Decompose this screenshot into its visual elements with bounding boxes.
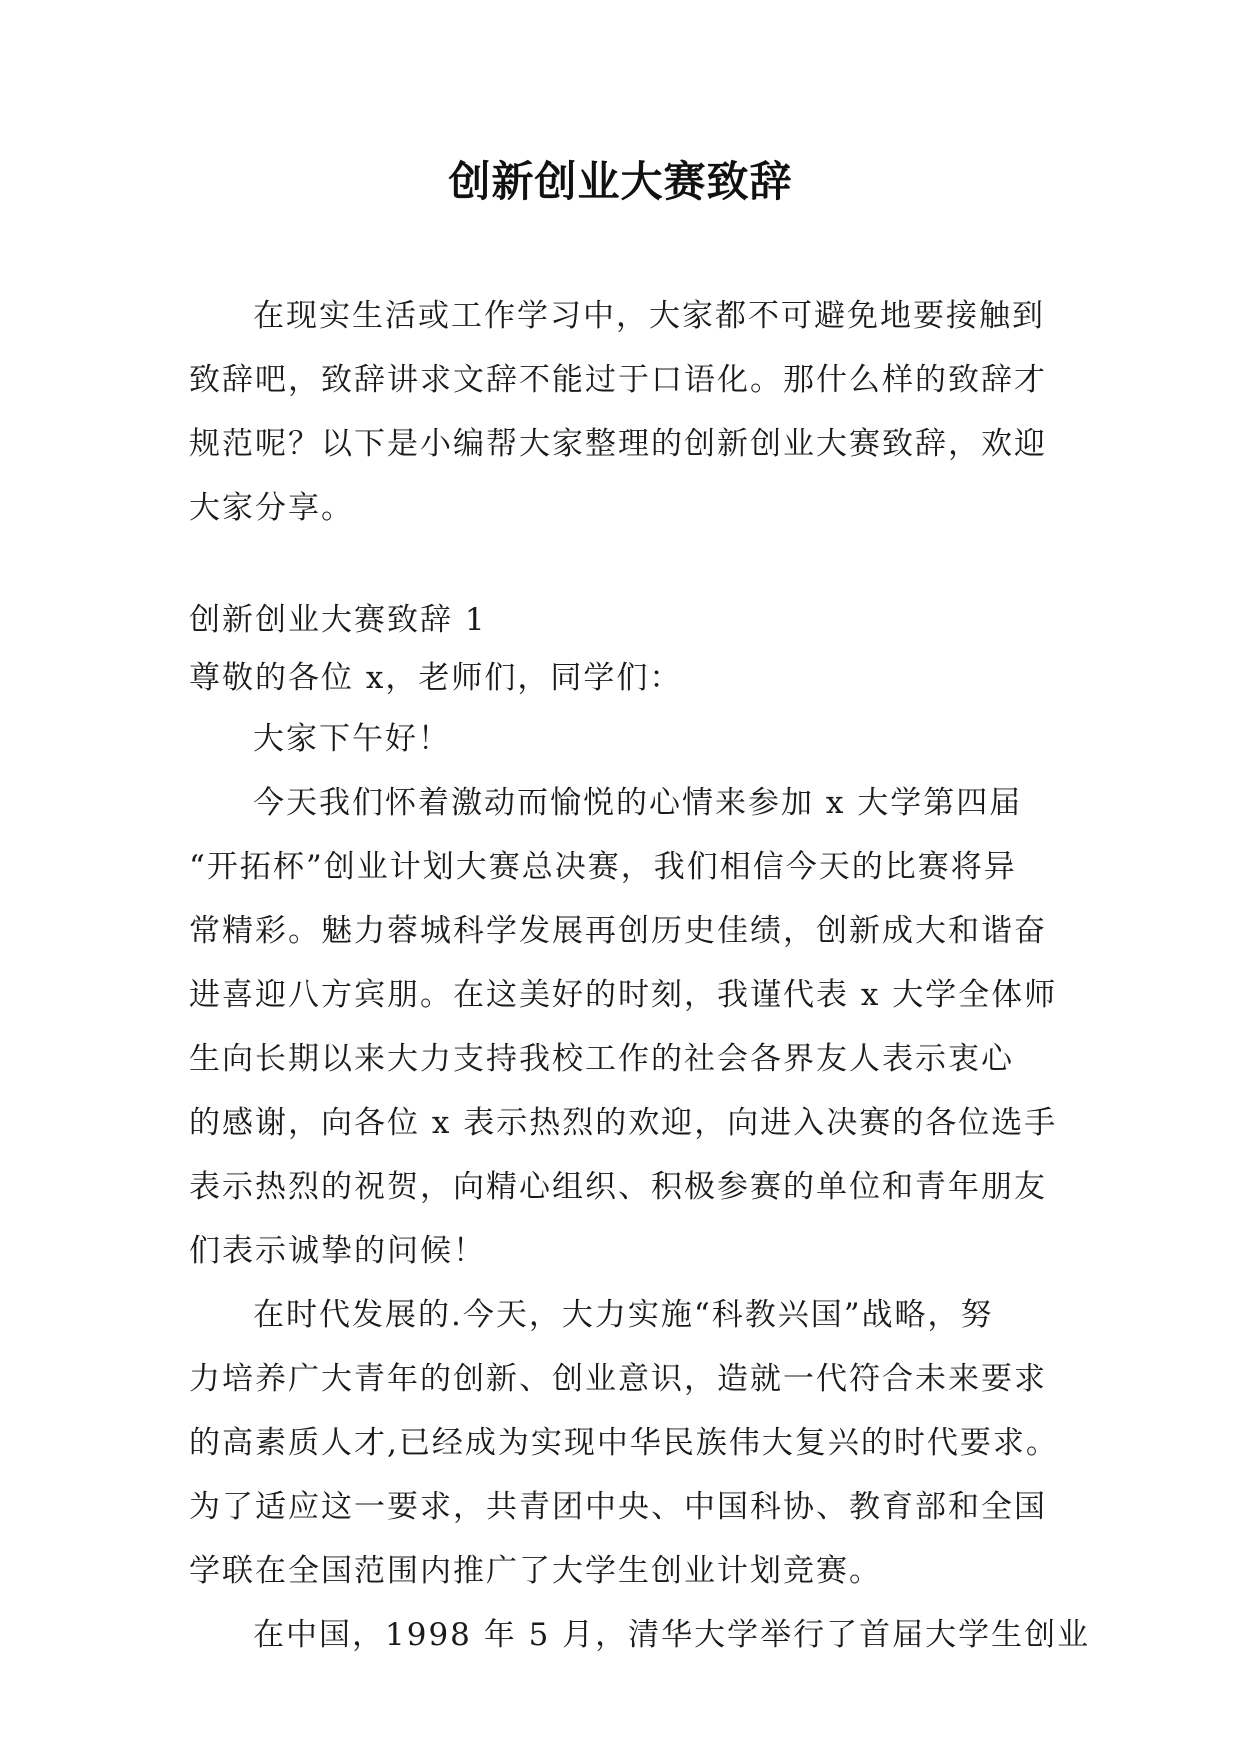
paragraph-line: 在中国，1998 年 5 月，清华大学举行了首届大学生创业 — [253, 1617, 1091, 1653]
paragraph-line: 的高素质人才,已经成为实现中华民族伟大复兴的时代要求。 — [189, 1425, 1059, 1461]
paragraph-line: 规范呢？以下是小编帮大家整理的创新创业大赛致辞，欢迎 — [189, 426, 1047, 462]
paragraph-line: 生向长期以来大力支持我校工作的社会各界友人表示衷心 — [189, 1041, 1014, 1077]
paragraph-line: “开拓杯”创业计划大赛总决赛，我们相信今天的比赛将异 — [189, 849, 1017, 885]
paragraph-line: 大家分享。 — [189, 490, 354, 526]
greeting-line: 大家下午好！ — [253, 721, 451, 757]
paragraph-line: 们表示诚挚的问候！ — [189, 1233, 486, 1269]
paragraph-line: 在时代发展的.今天，大力实施“科教兴国”战略，努 — [253, 1297, 994, 1333]
section-gap — [189, 540, 1049, 591]
document-body — [189, 284, 1091, 1667]
section-heading: 创新创业大赛致辞 1 — [189, 602, 487, 638]
paragraph-line: 为了适应这一要求，共青团中央、中国科协、教育部和全国 — [189, 1489, 1047, 1525]
paragraph-line: 力培养广大青年的创新、创业意识，造就一代符合未来要求 — [189, 1361, 1047, 1397]
paragraph-line: 的感谢，向各位 x 表示热烈的欢迎，向进入决赛的各位选手 — [189, 1105, 1058, 1141]
paragraph-line: 常精彩。魅力蓉城科学发展再创历史佳绩，创新成大和谐奋 — [189, 913, 1047, 949]
paragraph-line: 进喜迎八方宾朋。在这美好的时刻，我谨代表 x 大学全体师 — [189, 977, 1058, 1013]
document-title: 创新创业大赛致辞 — [448, 157, 793, 206]
paragraph-line: 表示热烈的祝贺，向精心组织、积极参赛的单位和青年朋友 — [189, 1169, 1047, 1205]
paragraph-line: 今天我们怀着激动而愉悦的心情来参加 x 大学第四届 — [253, 785, 1023, 821]
paragraph-line: 致辞吧，致辞讲求文辞不能过于口语化。那什么样的致辞才 — [189, 362, 1047, 398]
salutation-line: 尊敬的各位 x，老师们，同学们： — [189, 660, 683, 696]
paragraph-line: 学联在全国范围内推广了大学生创业计划竞赛。 — [189, 1553, 882, 1589]
paragraph-line: 在现实生活或工作学习中，大家都不可避免地要接触到 — [253, 298, 1045, 334]
